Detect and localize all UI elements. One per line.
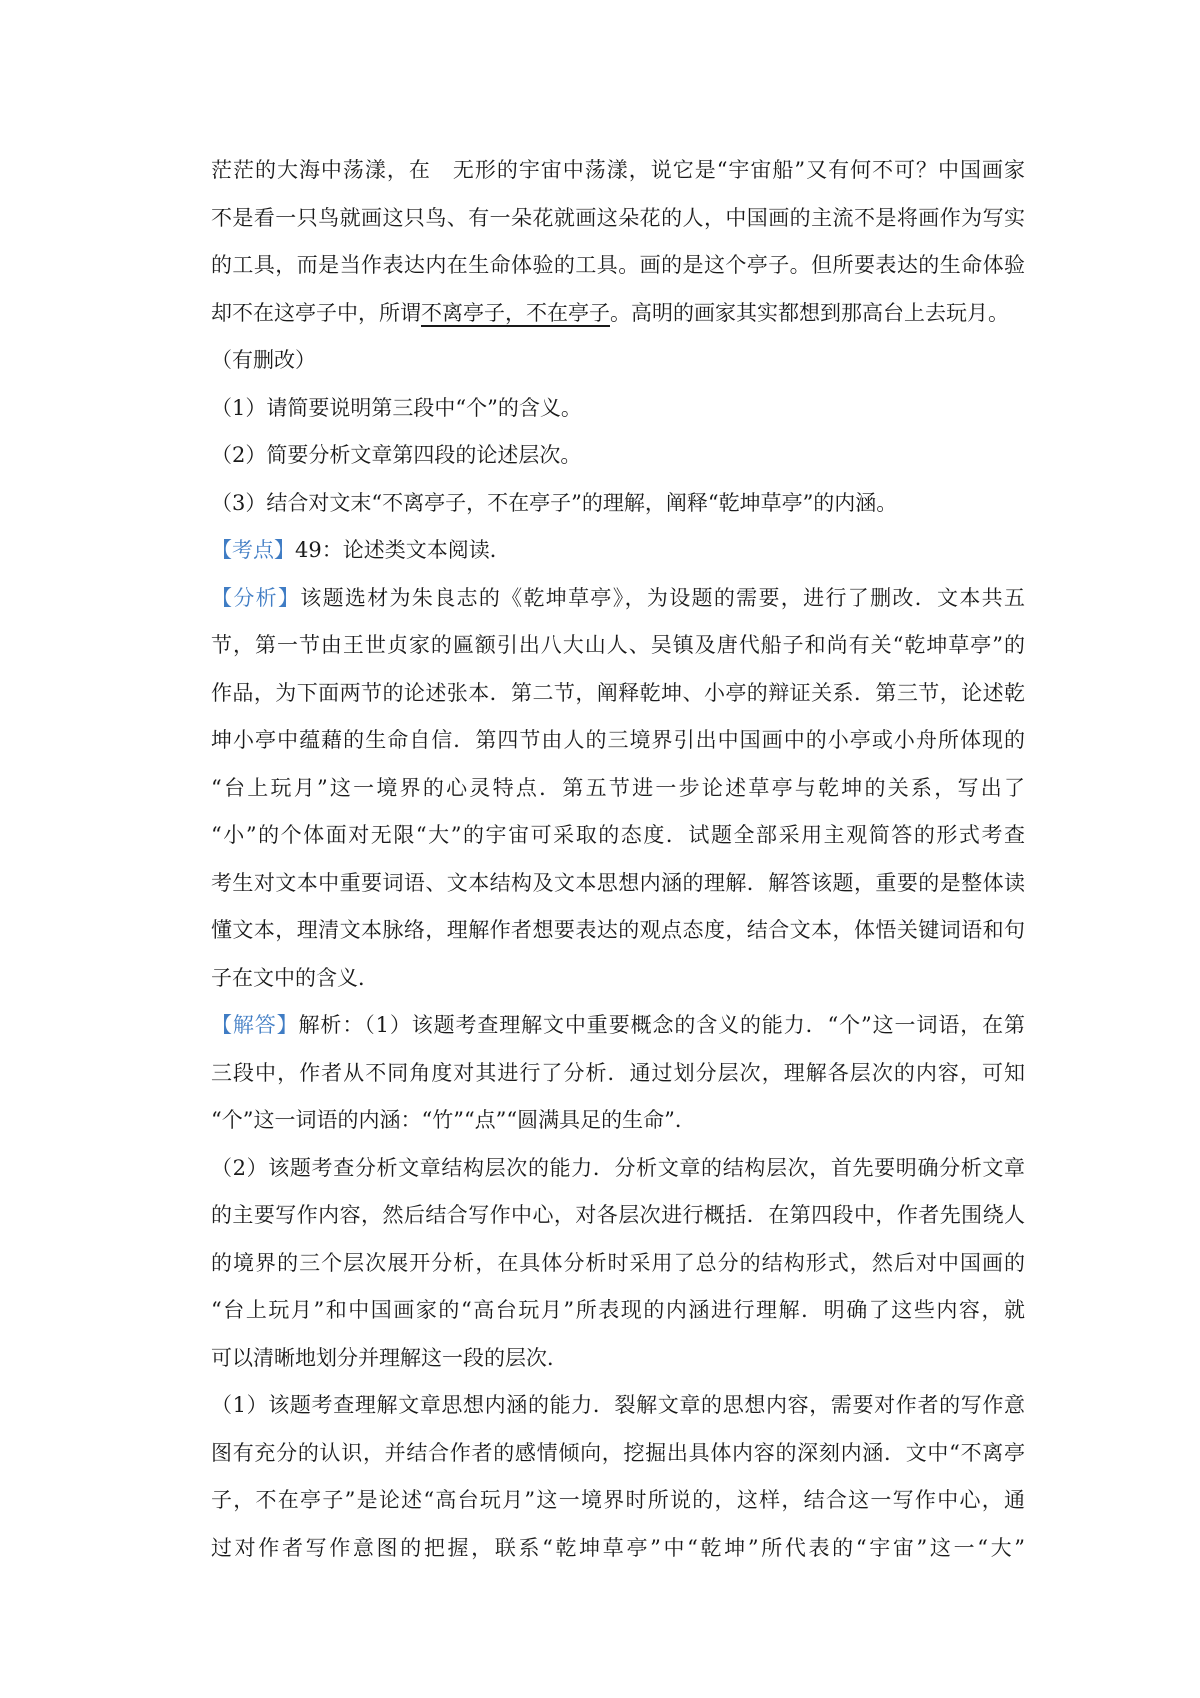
- jieda-label: 【解答】: [211, 1013, 299, 1037]
- answer-3-line: 过对作者写作意图的把握，联系“乾坤草亭”中“乾坤”所代表的“宇宙”这一“大”: [211, 1535, 1025, 1560]
- passage-text: 。高明的画家其实都想到那高台上去玩月。: [610, 300, 1009, 325]
- jieda-text: 解析：（1）该题考查理解文中重要概念的含义的能力．“个”这一词语，在第: [298, 1013, 1025, 1037]
- kaodian-text: 49：论述类文本阅读．: [295, 538, 511, 562]
- fenxi-line: 坤小亭中蕴藉的生命自信．第四节由人的三境界引出中国画中的小亭或小舟所体现的: [211, 728, 1025, 752]
- fenxi-line: 懂文本，理清文本脉络，理解作者想要表达的观点态度，结合文本，体悟关键词语和句: [211, 918, 1025, 942]
- passage-text: 却不在这亭子中，所谓: [211, 300, 421, 325]
- answer-3-line: （1）该题考查理解文章思想内涵的能力．裂解文章的思想内容，需要对作者的写作意: [211, 1393, 1025, 1417]
- answer-2-line: “台上玩月”和中国画家的“高台玩月”所表现的内涵进行理解．明确了这些内容，就: [211, 1298, 1025, 1322]
- answer-2-line: 的主要写作内容，然后结合写作中心，对各层次进行概括．在第四段中，作者先围绕人: [211, 1203, 1025, 1227]
- jieda-line: 三段中，作者从不同角度对其进行了分析．通过划分层次，理解各层次的内容，可知: [211, 1060, 1025, 1085]
- kaodian-line: [211, 527, 1025, 575]
- passage-line: [211, 290, 1025, 338]
- answer-3-line: 图有充分的认识，并结合作者的感情倾向，挖掘出具体内容的深刻内涵．文中“不离亭: [211, 1440, 1025, 1465]
- jieda-line: “个”这一词语的内涵：“竹”“点”“圆满具足的生命”．: [211, 1108, 696, 1132]
- underlined-quote: 不离亭子，不在亭子: [421, 300, 610, 325]
- fenxi-text: 该题选材为朱良志的《乾坤草亭》，为设题的需要，进行了删改．文本共五: [300, 585, 1026, 610]
- passage-line: 的工具，而是当作表达内在生命体验的工具。画的是这个亭子。但所要表达的生命体验: [211, 253, 1025, 277]
- jieda-line: [211, 1002, 1025, 1050]
- fenxi-line: [211, 575, 1025, 623]
- passage-line: 茫茫的大海中荡漾，在 无形的宇宙中荡漾，说它是“宇宙船”又有何不可？中国画家: [211, 158, 1025, 182]
- answer-2-line: 的境界的三个层次展开分析，在具体分析时采用了总分的结构形式，然后对中国画的: [211, 1250, 1025, 1275]
- passage-line: 不是看一只鸟就画这只鸟、有一朵花就画这朵花的人，中国画的主流不是将画作为写实: [211, 205, 1025, 230]
- answer-2-line: （2）该题考查分析文章结构层次的能力．分析文章的结构层次，首先要明确分析文章: [211, 1155, 1025, 1180]
- document-body: [211, 147, 1025, 1572]
- fenxi-line: 作品，为下面两节的论述张本．第二节，阐释乾坤、小亭的辩证关系．第三节，论述乾: [211, 680, 1025, 705]
- kaodian-label: 【考点】: [211, 538, 295, 562]
- fenxi-line: 考生对文本中重要词语、文本结构及文本思想内涵的理解．解答该题，重要的是整体读: [211, 870, 1025, 895]
- fenxi-label: 【分析】: [211, 585, 301, 610]
- fenxi-line: “台上玩月”这一境界的心灵特点．第五节进一步论述草亭与乾坤的关系，写出了: [211, 775, 1025, 800]
- answer-3-line: 子，不在亭子”是论述“高台玩月”这一境界时所说的，这样，结合这一写作中心，通: [211, 1488, 1025, 1512]
- question-1: （1）请简要说明第三段中“个”的含义。: [211, 395, 582, 420]
- fenxi-line: 子在文中的含义．: [211, 965, 379, 990]
- fenxi-line: “小”的个体面对无限“大”的宇宙可采取的态度．试题全部采用主观简答的形式考查: [211, 823, 1025, 847]
- fenxi-line: 节，第一节由王世贞家的匾额引出八大山人、吴镇及唐代船子和尚有关“乾坤草亭”的: [211, 633, 1025, 657]
- revision-note: （有删改）: [211, 348, 316, 372]
- question-2: （2）简要分析文章第四段的论述层次。: [211, 443, 582, 467]
- answer-2-line: 可以清晰地划分并理解这一段的层次．: [211, 1345, 568, 1370]
- question-3: （3）结合对文末“不离亭子，不在亭子”的理解，阐释“乾坤草亭”的内涵。: [211, 490, 898, 515]
